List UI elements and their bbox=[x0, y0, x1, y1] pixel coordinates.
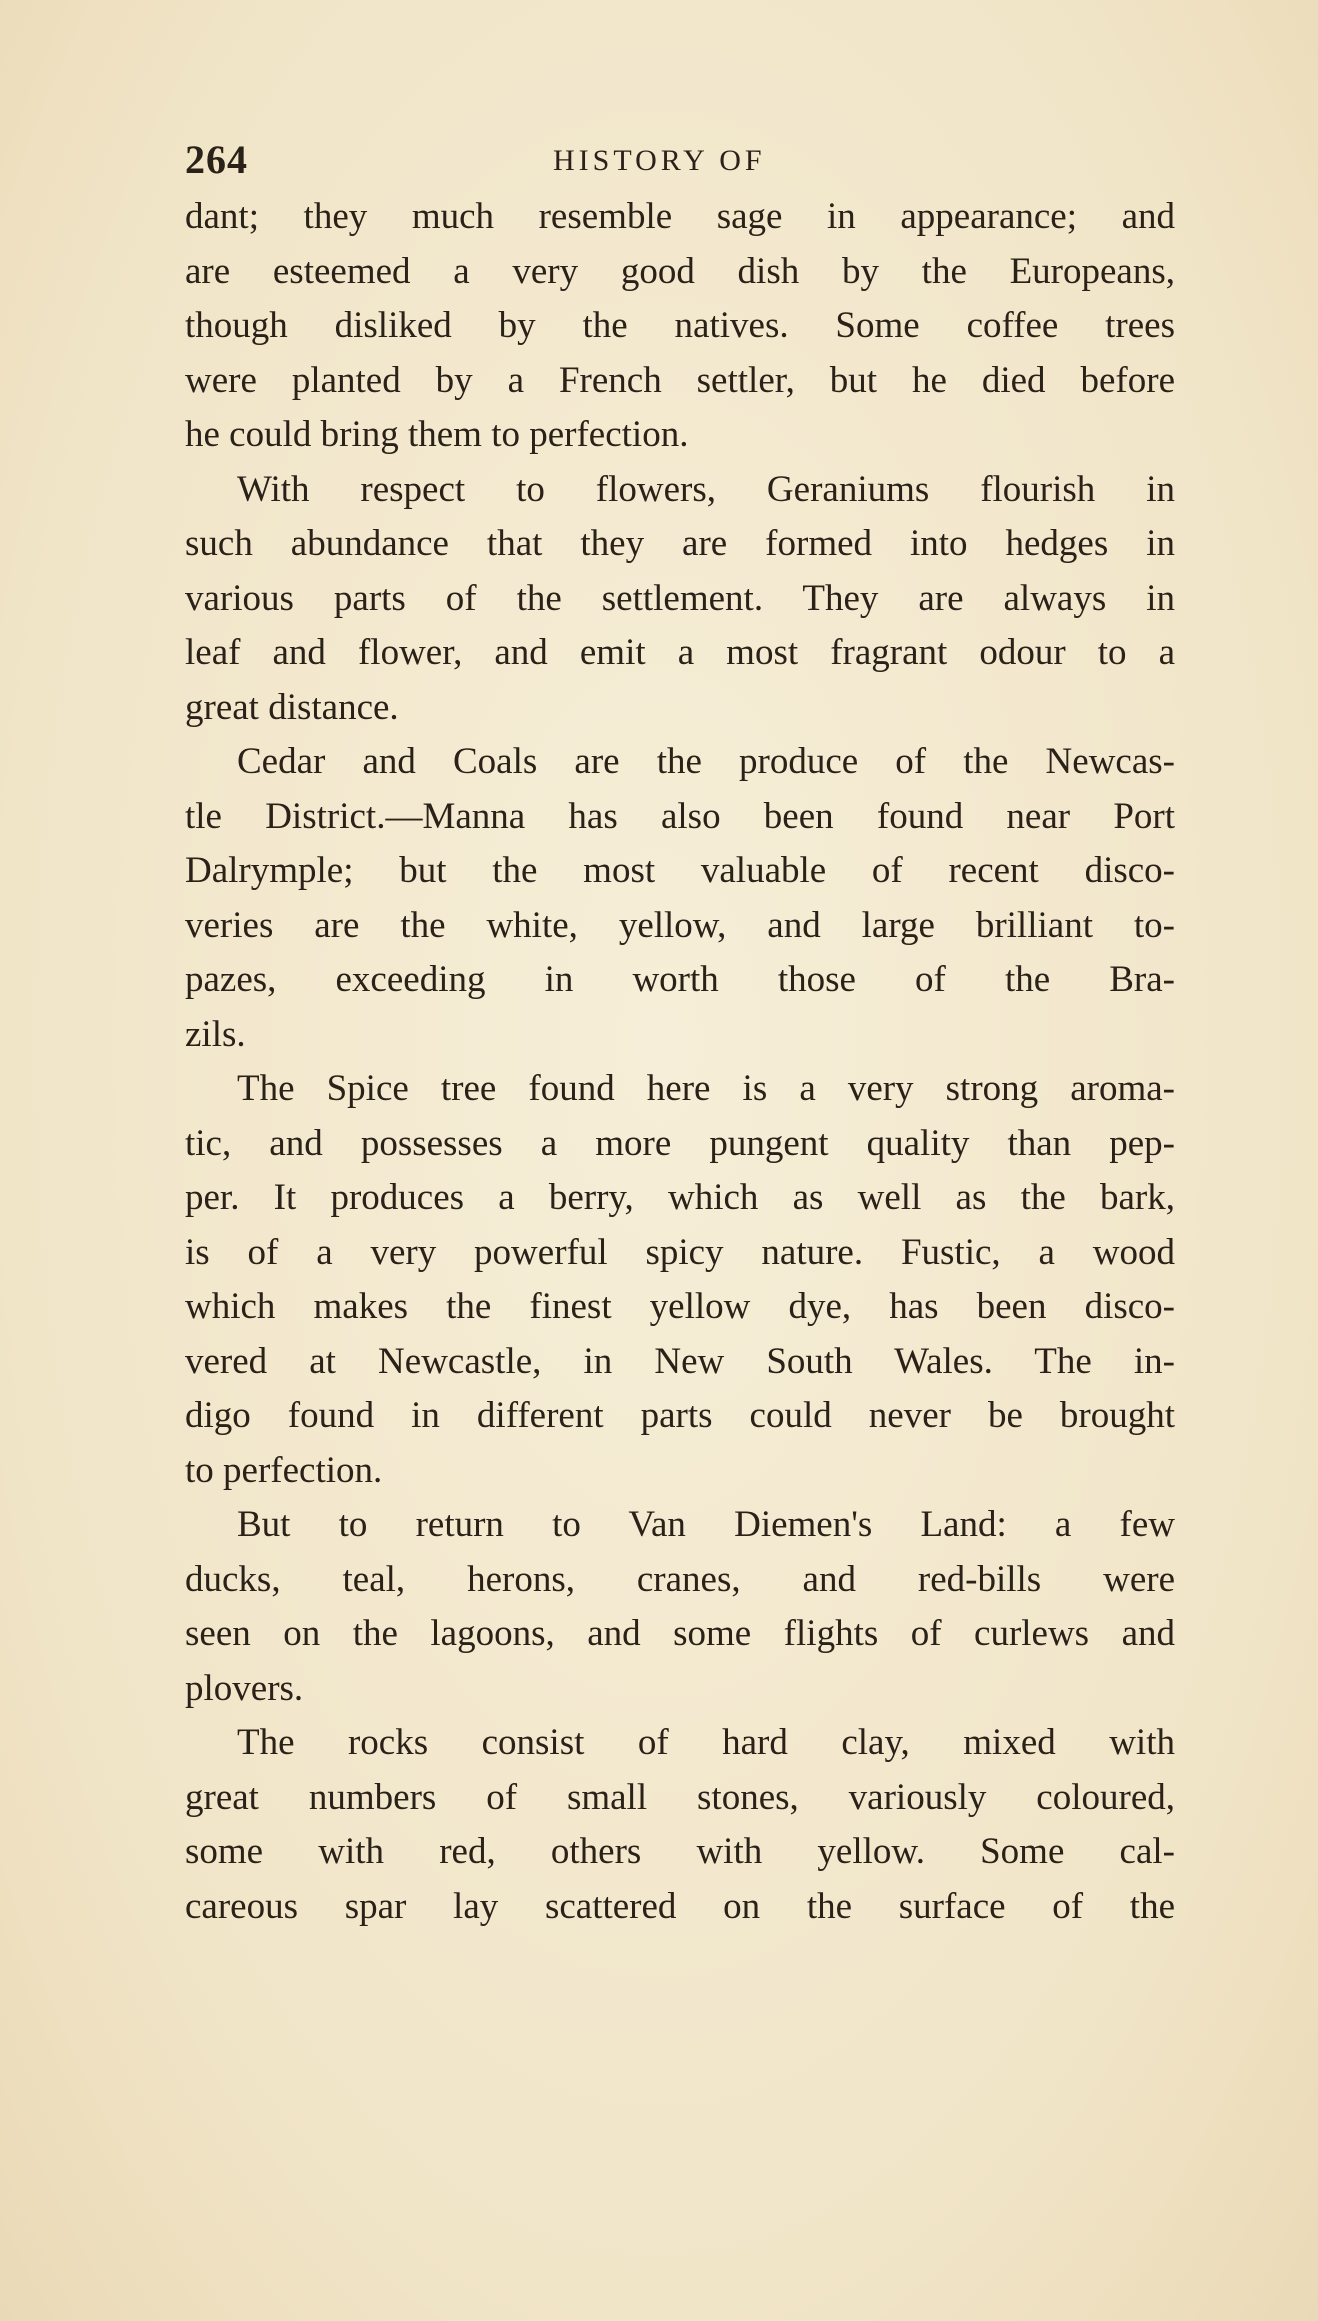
text-line: Dalrymple; but the most valuable of recent disco- bbox=[185, 850, 1175, 891]
body-text bbox=[185, 190, 1175, 1934]
text-line: which makes the finest yellow dye, has been disco- bbox=[185, 1286, 1175, 1327]
text-line: pazes, exceeding in worth those of the Bra- bbox=[185, 959, 1175, 1000]
paragraph-start-line: Cedar and Coals are the produce of the Newcas- bbox=[237, 741, 1175, 782]
text-line: were planted by a French settler, but he died before bbox=[185, 359, 1175, 401]
text-line: veries are the white, yellow, and large brilliant to- bbox=[185, 904, 1175, 946]
running-title: HISTORY OF bbox=[553, 144, 766, 177]
text-line: various parts of the settlement. They are always in bbox=[185, 577, 1175, 619]
text-line: to perfection. bbox=[185, 1449, 383, 1491]
text-line: careous spar lay scattered on the surface of the bbox=[185, 1885, 1175, 1927]
paragraph-start-line: The rocks consist of hard clay, mixed with bbox=[237, 1722, 1175, 1763]
text-line: leaf and flower, and emit a most fragrant odour to a bbox=[185, 632, 1175, 673]
text-line: great distance. bbox=[185, 686, 399, 728]
text-line: digo found in different parts could never be brought bbox=[185, 1395, 1175, 1436]
paragraph-start-line: With respect to flowers, Geraniums flourish in bbox=[237, 468, 1175, 510]
text-line: plovers. bbox=[185, 1667, 304, 1709]
text-line: great numbers of small stones, variously coloured, bbox=[185, 1776, 1175, 1818]
text-line: some with red, others with yellow. Some cal- bbox=[185, 1831, 1175, 1872]
page-header bbox=[185, 136, 1175, 186]
text-line: per. It produces a berry, which as well as the bark, bbox=[185, 1177, 1175, 1218]
text-line: though disliked by the natives. Some coffee trees bbox=[185, 305, 1175, 346]
text-line: tle District.—Manna has also been found near Port bbox=[185, 795, 1175, 837]
page-number: 264 bbox=[185, 137, 248, 182]
text-line: tic, and possesses a more pungent quality than pep- bbox=[185, 1122, 1175, 1164]
paragraph-start-line: But to return to Van Diemen's Land: a few bbox=[237, 1504, 1175, 1545]
text-line: seen on the lagoons, and some flights of curlews and bbox=[185, 1613, 1175, 1654]
text-line: zils. bbox=[185, 1013, 246, 1055]
text-line: are esteemed a very good dish by the Europeans, bbox=[185, 250, 1175, 292]
text-line: vered at Newcastle, in New South Wales. The in- bbox=[185, 1340, 1175, 1382]
text-line: ducks, teal, herons, cranes, and red-bills were bbox=[185, 1558, 1175, 1600]
paragraph-start-line: The Spice tree found here is a very strong aroma- bbox=[237, 1068, 1175, 1109]
text-line: dant; they much resemble sage in appearance; and bbox=[185, 196, 1175, 237]
text-line: he could bring them to perfection. bbox=[185, 414, 689, 455]
text-line: is of a very powerful spicy nature. Fustic, a wood bbox=[185, 1231, 1175, 1273]
text-line: such abundance that they are formed into hedges in bbox=[185, 523, 1175, 564]
